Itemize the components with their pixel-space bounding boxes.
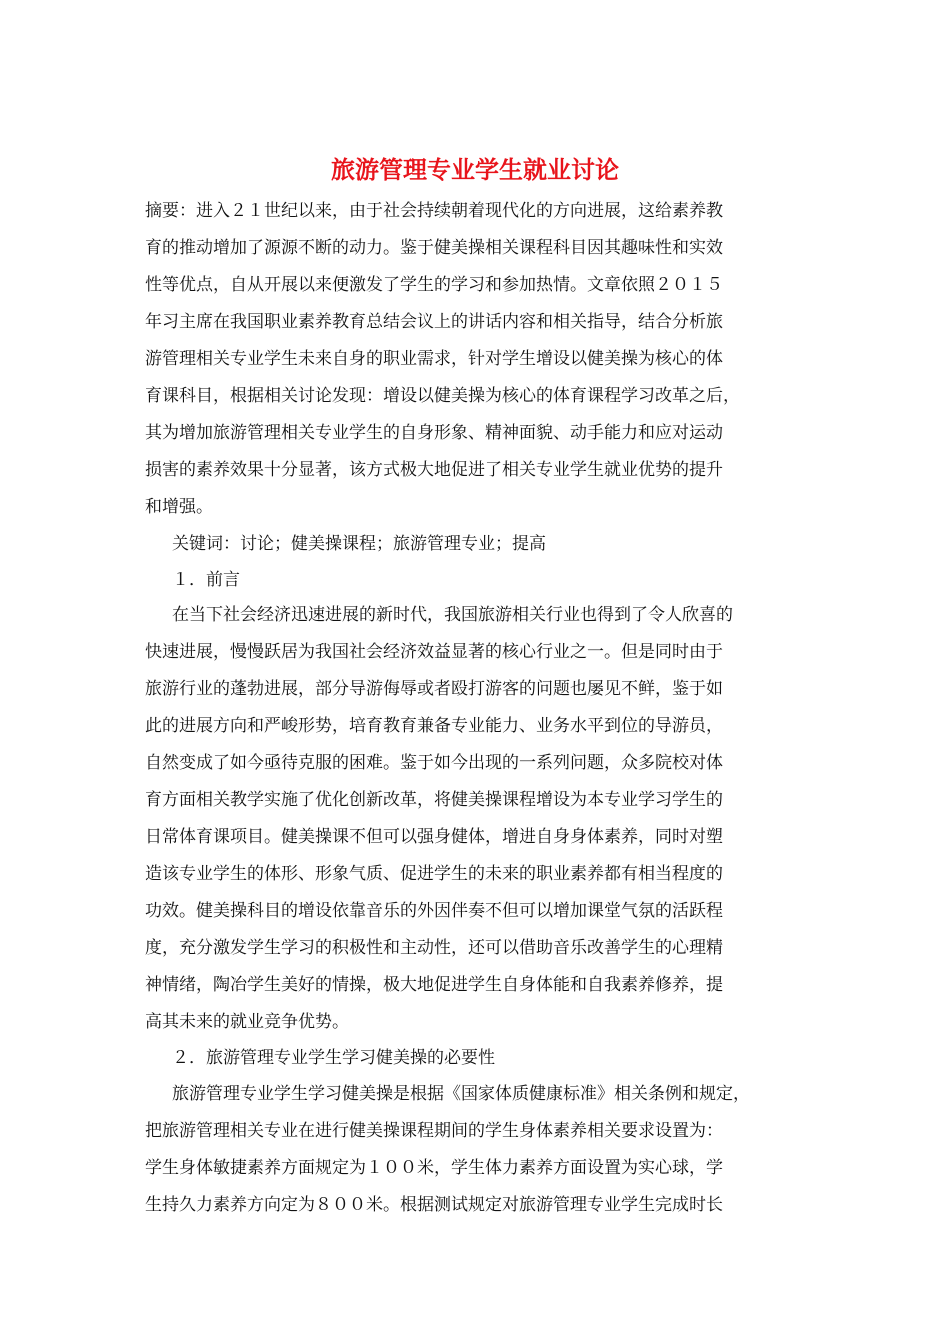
paragraph-line: 旅游行业的蓬勃进展，部分导游侮辱或者殴打游客的问题也屡见不鲜，鉴于如 [145, 679, 723, 699]
paragraph-line: 日常体育课项目。健美操课不但可以强身健体，增进自身身体素养，同时对塑 [145, 827, 723, 847]
paragraph-line: 神情绪，陶冶学生美好的情操，极大地促进学生自身体能和自我素养修养，提 [145, 975, 723, 995]
abstract-line: 育的推动增加了源源不断的动力。鉴于健美操相关课程科目因其趣味性和实效 [145, 238, 723, 258]
paragraph-line: 造该专业学生的体形、形象气质、促进学生的未来的职业素养都有相当程度的 [145, 864, 723, 884]
section-heading-necessity: ２．旅游管理专业学生学习健美操的必要性 [172, 1048, 495, 1068]
paragraph-line: 育方面相关教学实施了优化创新改革，将健美操课程增设为本专业学习学生的 [145, 790, 723, 810]
paragraph-line: 自然变成了如今亟待克服的困难。鉴于如今出现的一系列问题，众多院校对体 [145, 753, 723, 773]
abstract-line: 和增强。 [145, 497, 213, 517]
abstract-line: 育课科目，根据相关讨论发现：增设以健美操为核心的体育课程学习改革之后， [145, 386, 740, 406]
paragraph-line: 旅游管理专业学生学习健美操是根据《国家体质健康标准》相关条例和规定， [172, 1084, 750, 1104]
abstract-line: 性等优点，自从开展以来便激发了学生的学习和参加热情。文章依照２０１５ [145, 275, 723, 295]
document-title: 旅游管理专业学生就业讨论 [331, 155, 619, 184]
paragraph-line: 度，充分激发学生学习的积极性和主动性，还可以借助音乐改善学生的心理精 [145, 938, 723, 958]
paragraph-line: 快速进展，慢慢跃居为我国社会经济效益显著的核心行业之一。但是同时由于 [145, 642, 723, 662]
abstract-line: 年习主席在我国职业素养教育总结会议上的讲话内容和相关指导，结合分析旅 [145, 312, 723, 332]
abstract-line: 游管理相关专业学生未来自身的职业需求，针对学生增设以健美操为核心的体 [145, 349, 723, 369]
section-heading-introduction: １．前言 [172, 570, 240, 590]
paragraph-line: 学生身体敏捷素养方面规定为１００米，学生体力素养方面设置为实心球，学 [145, 1158, 723, 1178]
abstract-line: 损害的素养效果十分显著，该方式极大地促进了相关专业学生就业优势的提升 [145, 460, 723, 480]
abstract-line: 其为增加旅游管理相关专业学生的自身形象、精神面貌、动手能力和应对运动 [145, 423, 723, 443]
paragraph-line: 功效。健美操科目的增设依靠音乐的外因伴奏不但可以增加课堂气氛的活跃程 [145, 901, 723, 921]
paragraph-line: 此的进展方向和严峻形势，培育教育兼备专业能力、业务水平到位的导游员， [145, 716, 723, 736]
paragraph-line: 把旅游管理相关专业在进行健美操课程期间的学生身体素养相关要求设置为： [145, 1121, 723, 1141]
paragraph-line: 在当下社会经济迅速进展的新时代，我国旅游相关行业也得到了令人欣喜的 [172, 605, 733, 625]
paragraph-line: 高其未来的就业竞争优势。 [145, 1012, 349, 1032]
keywords-line: 关键词：讨论；健美操课程；旅游管理专业；提高 [172, 534, 546, 554]
abstract-line: 摘要：进入２１世纪以来，由于社会持续朝着现代化的方向进展，这给素养教 [145, 201, 723, 221]
paragraph-line: 生持久力素养方向定为８００米。根据测试规定对旅游管理专业学生完成时长 [145, 1195, 723, 1215]
